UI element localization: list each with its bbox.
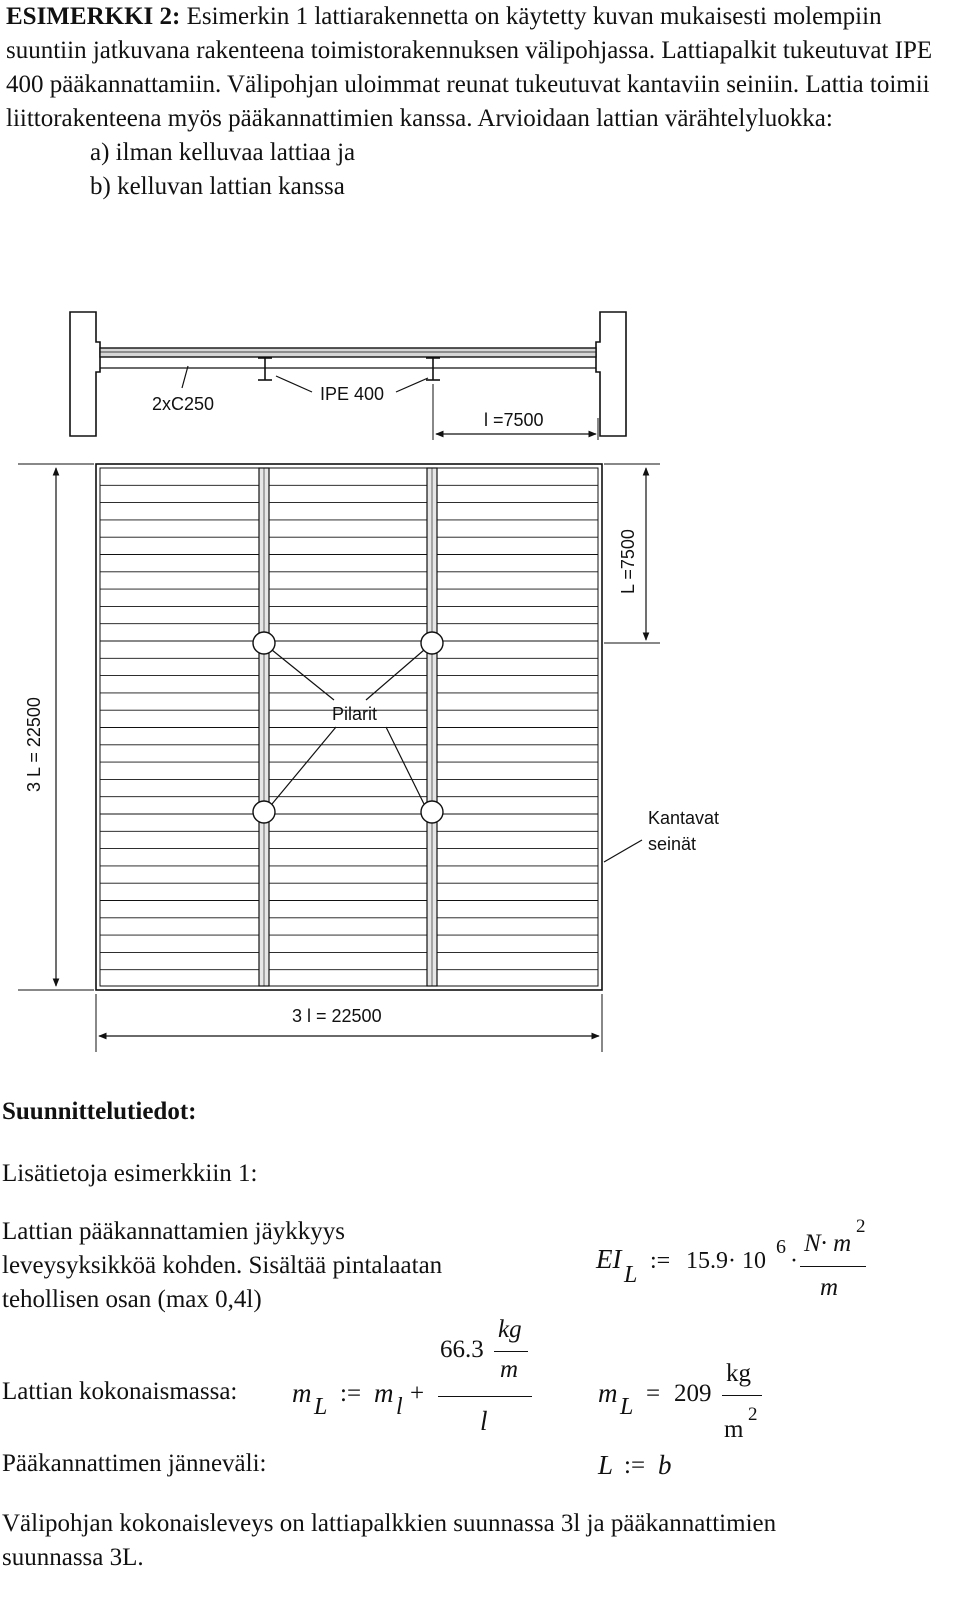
- intro-paragraph: [6, 0, 956, 204]
- mass-num-unit-bot: m: [500, 1356, 519, 1383]
- mass-unit-bar: [494, 1351, 528, 1352]
- column-marker: [421, 632, 443, 654]
- mass-res-lhs: m: [598, 1378, 618, 1408]
- mass-den: l: [480, 1406, 488, 1436]
- beam-leader: [182, 366, 188, 388]
- mass-res-eq: =: [646, 1380, 661, 1407]
- stiffness-unit-den: m: [820, 1274, 839, 1301]
- span-l-label: l =7500: [484, 410, 544, 430]
- stiffness-assign: :=: [650, 1248, 671, 1274]
- span-assign: :=: [624, 1452, 646, 1479]
- stiffness-desc-line3: tehollisen osan (max 0,4l): [2, 1286, 262, 1313]
- main-girder-left: [259, 468, 269, 986]
- stiffness-fraction-bar: [800, 1266, 866, 1267]
- mass-plus: +: [410, 1380, 425, 1407]
- mass-m: m: [374, 1378, 394, 1408]
- extra-info-line: Lisätietoja esimerkkiin 1:: [2, 1160, 258, 1187]
- stiffness-value: 15.9· 10: [686, 1248, 766, 1274]
- stiffness-desc-line1: Lattian pääkannattamien jäykkyys: [2, 1218, 345, 1245]
- floor-joists: [100, 485, 598, 969]
- design-heading: Suunnittelutiedot:: [2, 1098, 197, 1125]
- column-marker: [253, 801, 275, 823]
- stiffness-lhs: EI: [596, 1244, 622, 1274]
- column-marker: [253, 632, 275, 654]
- item-b: b) kelluvan lattian kanssa: [90, 173, 345, 200]
- total-horizontal-label: 3 l = 22500: [292, 1006, 382, 1026]
- mass-m-sub: l: [396, 1394, 403, 1420]
- column-marker: [421, 801, 443, 823]
- ipe400-section-right: [426, 358, 440, 380]
- stiffness-desc-line2: leveysyksikköä kohden. Sisältää pintalaatan: [2, 1252, 443, 1279]
- mass-res-bar: [722, 1395, 762, 1396]
- walls-label-line1: Kantavat: [648, 808, 720, 828]
- right-wall: [596, 312, 626, 436]
- stiffness-exp: 6: [776, 1236, 786, 1258]
- mass-lhs-sub: L: [314, 1394, 328, 1420]
- closing-line2: suunnassa 3L.: [2, 1544, 144, 1571]
- mass-res-unit-exp: 2: [748, 1404, 758, 1425]
- mass-fraction-bar: [438, 1396, 532, 1397]
- stiffness-lhs-sub: L: [624, 1262, 638, 1288]
- walls-label-line2: seinät: [648, 834, 697, 854]
- mass-lhs: m: [292, 1378, 312, 1408]
- ipe400-section-left: [258, 358, 272, 380]
- total-vertical-label: 3 L = 22500: [24, 697, 44, 792]
- mass-res-unit-top: kg: [726, 1360, 751, 1387]
- plan-view: [18, 464, 660, 1052]
- girder-label: IPE 400: [320, 384, 385, 404]
- floor-slab: [100, 348, 596, 357]
- left-wall: [70, 312, 100, 436]
- mass-res-unit-bot: m: [724, 1416, 744, 1443]
- plan-inner-border: [100, 468, 598, 986]
- span-label: Pääkannattimen jänneväli:: [2, 1450, 267, 1477]
- mass-res-value: 209: [674, 1380, 712, 1407]
- beam-label: 2xC250: [152, 394, 215, 414]
- example-label: ESIMERKKI 2:: [6, 3, 181, 30]
- mass-res-sub: L: [620, 1394, 634, 1420]
- span-lhs: L: [598, 1450, 614, 1480]
- mass-label: Lattian kokonaismassa:: [2, 1378, 238, 1405]
- intro-text: Esimerkin 1 lattiarakennetta on käytetty kuvan mukaisesti molempiin suuntiin jatkuvana rakenteena toimistorakennuksen välipohjassa. Lattiapalkit tukeutuvat IPE 400 pääkannattamiin. Välipohjan uloimmat reunat tukeutuvat kantaviin seiniin. Lattia toimii liittorakenteena myös pääkannattimien kanssa. Arvioidaan lattian värähtelyluokka:: [6, 3, 933, 132]
- closing-line1: Välipohjan kokonaisleveys on lattiapalkkien suunnassa 3l ja pääkannattimien: [2, 1510, 777, 1537]
- mass-num-unit-top: kg: [498, 1316, 522, 1343]
- main-girder-right: [427, 468, 437, 986]
- mass-assign: :=: [340, 1380, 362, 1407]
- columns-label: Pilarit: [332, 704, 378, 724]
- stiffness-unit-num: N· m: [804, 1230, 852, 1257]
- item-a: a) ilman kelluvaa lattiaa ja: [90, 139, 356, 166]
- girder-leader-right: [396, 378, 428, 392]
- floor-plan-figure: [0, 300, 960, 1070]
- span-rhs: b: [658, 1450, 672, 1480]
- plan-outer-border: [96, 464, 602, 990]
- stiffness-unit-exp: 2: [856, 1216, 866, 1237]
- span-L-label: L =7500: [618, 529, 638, 594]
- girder-leader-left: [276, 376, 312, 392]
- mass-num-value: 66.3: [440, 1336, 484, 1363]
